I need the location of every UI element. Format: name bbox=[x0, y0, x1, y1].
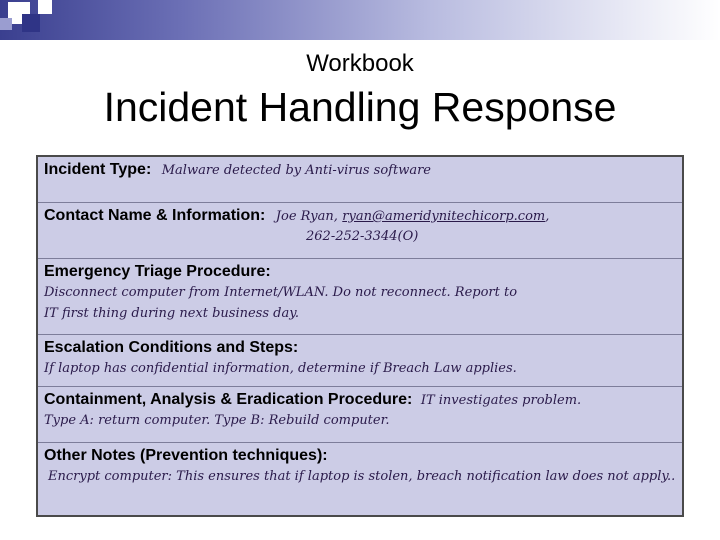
row-contact bbox=[38, 203, 682, 259]
triage-label: Emergency Triage Procedure: bbox=[44, 263, 271, 280]
escalation-label: Escalation Conditions and Steps: bbox=[44, 339, 299, 356]
notes-label: Other Notes (Prevention techniques): bbox=[44, 447, 328, 464]
contact-email-link[interactable]: ryan@ameridynitechicorp.com bbox=[342, 209, 546, 224]
containment-label: Containment, Analysis & Eradication Procedure: bbox=[44, 391, 413, 408]
contact-label: Contact Name & Information: bbox=[44, 207, 266, 224]
slide-title: Incident Handling Response bbox=[103, 84, 617, 130]
row-containment bbox=[38, 387, 682, 443]
triage-line-2: IT first thing during next business day. bbox=[44, 306, 299, 321]
decorative-square bbox=[0, 18, 12, 30]
containment-line-2: Type A: return computer. Type B: Rebuild computer. bbox=[44, 413, 390, 428]
contact-email-comma: , bbox=[545, 209, 550, 224]
decorative-square bbox=[22, 14, 40, 32]
contact-phone: 262-252-3344(O) bbox=[306, 229, 419, 244]
incident-type-label: Incident Type: bbox=[44, 161, 152, 178]
incident-form-table bbox=[36, 155, 684, 517]
row-triage bbox=[38, 259, 682, 335]
slide-subtitle: Workbook bbox=[306, 50, 414, 77]
triage-line-1: Disconnect computer from Internet/WLAN. Do not reconnect. Report to bbox=[44, 285, 518, 300]
row-notes bbox=[38, 443, 682, 515]
row-escalation bbox=[38, 335, 682, 387]
incident-type-value: Malware detected by Anti-virus software bbox=[161, 163, 431, 178]
notes-value: Encrypt computer: This ensures that if laptop is stolen, breach notification law does not apply.. bbox=[48, 469, 676, 484]
decorative-square bbox=[38, 0, 52, 14]
escalation-value: If laptop has confidential information, determine if Breach Law applies. bbox=[44, 361, 517, 376]
header-decoration-bar bbox=[0, 0, 720, 40]
row-incident-type bbox=[38, 157, 682, 203]
contact-name: Joe Ryan, bbox=[275, 209, 338, 224]
containment-value-inline: IT investigates problem. bbox=[420, 393, 582, 408]
